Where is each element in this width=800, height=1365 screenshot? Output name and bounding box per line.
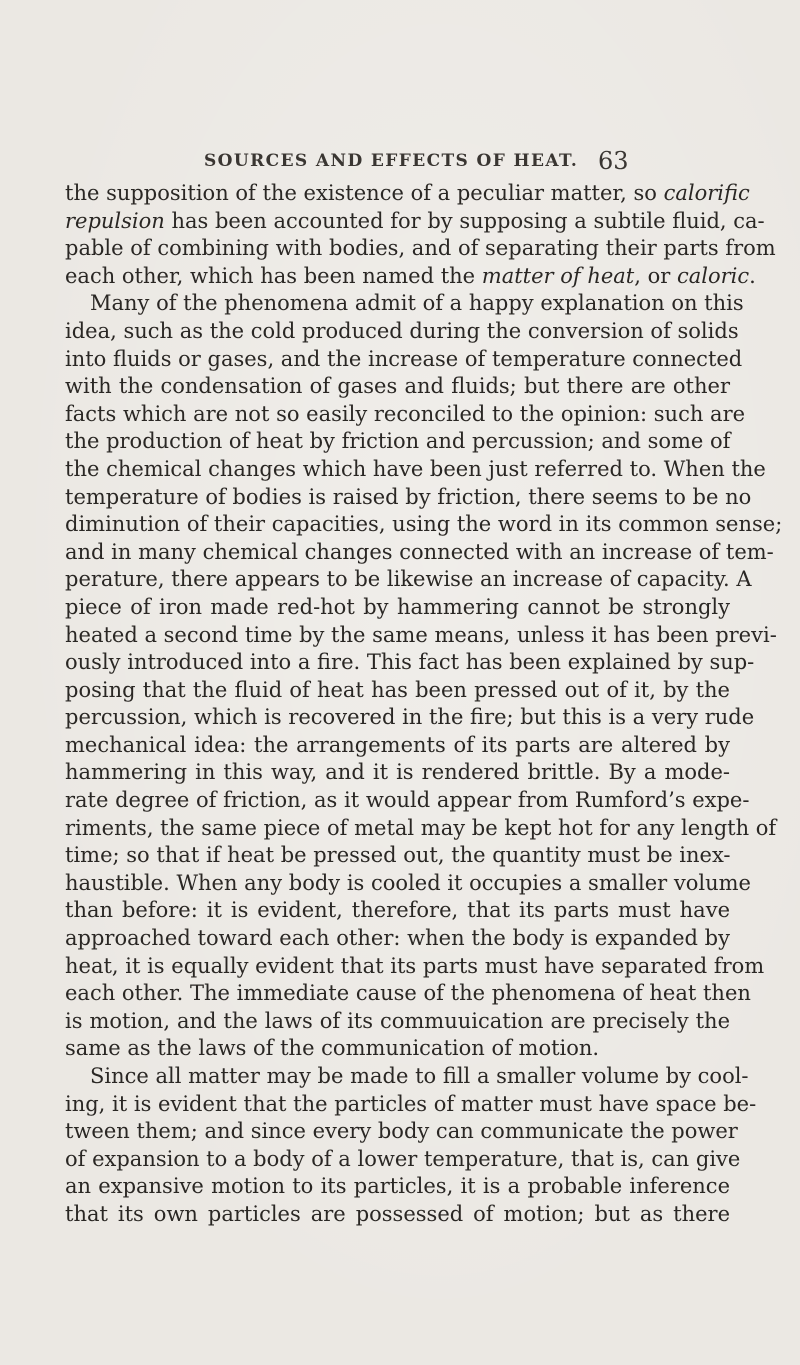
line-text: each other, which has been named the (65, 263, 482, 288)
line-text: approached toward each other: when the body is expanded by (65, 926, 730, 951)
line-text: rate degree of friction, as it would appear from Rumford’s expe- (65, 788, 750, 813)
text-line (65, 1091, 757, 1119)
text-line (65, 1173, 730, 1201)
text-line (65, 842, 730, 870)
line-text: same as the laws of the communication of motion. (65, 1036, 600, 1061)
line-text: , or (634, 263, 677, 288)
text-line (65, 456, 766, 484)
text-line (65, 677, 730, 705)
text-line (65, 428, 730, 456)
text-line (65, 1063, 749, 1091)
text-line (65, 704, 755, 732)
line-text: facts which are not so easily reconciled to the opinion: such are (65, 401, 746, 426)
text-line (65, 235, 776, 263)
line-text: that its own particles are possessed of motion; but as there (65, 1201, 730, 1226)
line-text: heat, it is equally evident that its parts must have separated from (65, 953, 765, 978)
text-line (65, 208, 765, 236)
text-line (65, 787, 750, 815)
text-line (65, 925, 730, 953)
text-line (65, 649, 755, 677)
text-line (65, 1118, 738, 1146)
page-number: 63 (598, 147, 629, 175)
line-text: the production of heat by friction and percussion; and some of (65, 429, 731, 454)
italic-term: repulsion (65, 208, 165, 233)
line-text: heated a second time by the same means, unless it has been previ- (65, 622, 777, 647)
line-text: pable of combining with bodies, and of separating their parts from (65, 236, 776, 261)
line-text: and in many chemical changes connected with an increase of tem- (65, 539, 774, 564)
line-text: posing that the fluid of heat has been pressed out of it, by the (65, 677, 730, 702)
line-text: piece of iron made red-hot by hammering cannot be strongly (65, 594, 730, 619)
italic-term: caloric (676, 263, 750, 288)
text-line (65, 1146, 741, 1174)
line-text: Since all matter may be made to fill a smaller volume by cool- (90, 1064, 749, 1088)
text-line (65, 815, 777, 843)
text-line (65, 1201, 730, 1229)
text-line (65, 373, 730, 401)
line-text: the supposition of the existence of a peculiar matter, so (65, 181, 664, 205)
text-line (65, 1008, 730, 1036)
line-text: ously introduced into a fire. This fact has been explained by sup- (65, 650, 755, 675)
text-line (65, 1035, 730, 1063)
body-text (65, 180, 783, 1229)
text-line (65, 290, 744, 318)
line-text: with the condensation of gases and fluids; but there are other (65, 374, 730, 399)
text-line (65, 484, 752, 512)
text-line (65, 511, 783, 539)
text-line (65, 759, 730, 787)
line-text: mechanical idea: the arrangements of its parts are altered by (65, 732, 730, 757)
text-line (65, 539, 774, 567)
text-line (65, 980, 751, 1008)
running-head: SOURCES AND EFFECTS OF HEAT. (204, 151, 579, 171)
text-line (65, 732, 730, 760)
page-header (0, 147, 800, 177)
line-text: haustible. When any body is cooled it occupies a smaller volume (65, 870, 751, 895)
line-text: each other. The immediate cause of the phenomena of heat then (65, 981, 751, 1006)
line-text: into fluids or gases, and the increase of temperature connected (65, 346, 743, 371)
line-text: percussion, which is recovered in the fire; but this is a very rude (65, 705, 755, 730)
text-line (65, 566, 752, 594)
line-text: temperature of bodies is raised by friction, there seems to be no (65, 484, 752, 509)
text-line (65, 318, 739, 346)
line-text: has been accounted for by supposing a subtile fluid, ca- (164, 208, 765, 233)
text-line (65, 870, 751, 898)
line-text: diminution of their capacities, using the word in its common sense; (65, 512, 783, 537)
text-line (65, 953, 765, 981)
text-line (65, 622, 777, 650)
line-text: ing, it is evident that the particles of matter must have space be- (65, 1091, 757, 1116)
line-text: than before: it is evident, therefore, that its parts must have (65, 898, 730, 923)
text-line (65, 180, 750, 208)
line-text: the chemical changes which have been just referred to. When the (65, 456, 766, 481)
text-line (65, 594, 730, 622)
text-line (65, 263, 756, 291)
italic-term: matter of heat (481, 263, 635, 288)
line-text: of expansion to a body of a lower temperature, that is, can give (65, 1146, 741, 1171)
line-text: idea, such as the cold produced during the conversion of solids (65, 318, 739, 343)
line-text: riments, the same piece of metal may be kept hot for any length of (65, 815, 777, 840)
text-line (65, 346, 743, 374)
line-text: perature, there appears to be likewise an increase of capacity. A (65, 567, 752, 592)
line-text: is motion, and the laws of its commuuication are precisely the (65, 1008, 730, 1033)
text-line (65, 897, 730, 925)
italic-term: calorific (663, 181, 750, 205)
line-text: tween them; and since every body can communicate the power (65, 1119, 738, 1144)
line-text: . (749, 263, 756, 288)
line-text: Many of the phenomena admit of a happy explanation on this (90, 291, 744, 316)
line-text: time; so that if heat be pressed out, the quantity must be inex- (65, 843, 731, 868)
line-text: hammering in this way, and it is rendered brittle. By a mode- (65, 760, 730, 785)
text-line (65, 401, 746, 429)
line-text: an expansive motion to its particles, it is a probable inference (65, 1174, 730, 1199)
